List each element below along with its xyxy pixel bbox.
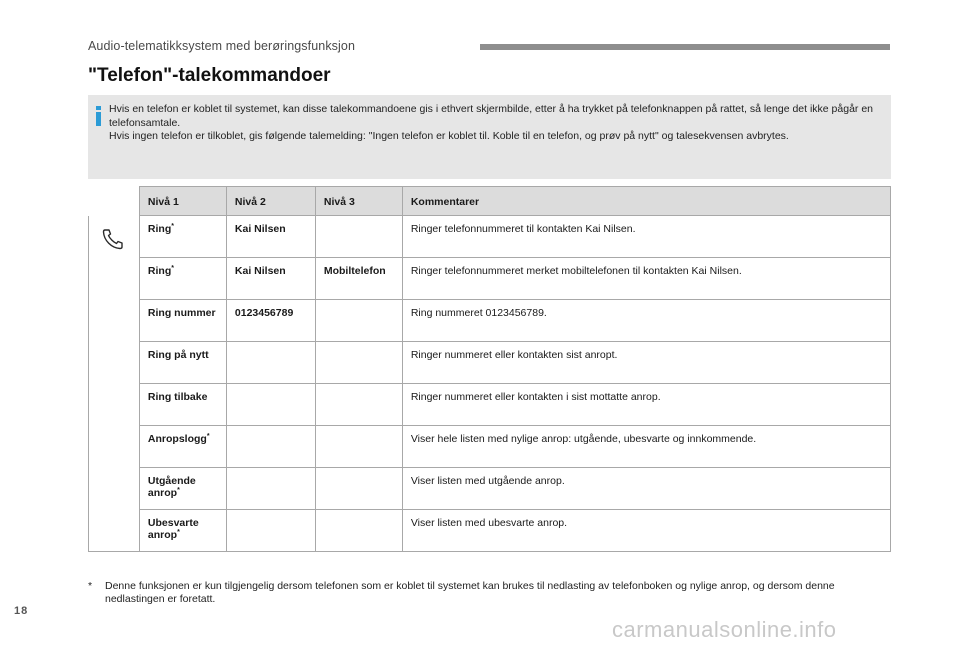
level3-cell (315, 468, 402, 510)
comment-cell: Viser hele listen med nylige anrop: utgående, ubesvarte og innkommende. (402, 426, 890, 468)
level1-cell: Ring* (139, 216, 226, 258)
level1-cell: Ring nummer (139, 300, 226, 342)
level2-cell: 0123456789 (226, 300, 315, 342)
section-header: Audio-telematikksystem med berøringsfunksjon (88, 39, 356, 53)
table-header-cell: Kommentarer (402, 187, 890, 216)
level2-cell (226, 510, 315, 552)
level3-cell (315, 510, 402, 552)
level1-cell: Ubesvarte anrop* (139, 510, 226, 552)
level2-cell (226, 342, 315, 384)
comment-cell: Ringer nummeret eller kontakten i sist mottatte anrop. (402, 384, 890, 426)
table-header-row (89, 187, 891, 216)
level1-cell: Anropslogg* (139, 426, 226, 468)
level3-cell (315, 426, 402, 468)
comment-cell: Viser listen med ubesvarte anrop. (402, 510, 890, 552)
watermark: carmanualsonline.info (612, 617, 837, 642)
table-row (89, 468, 891, 510)
table-row (89, 342, 891, 384)
comment-cell: Viser listen med utgående anrop. (402, 468, 890, 510)
info-line-2: Hvis ingen telefon er tilkoblet, gis følgende talemelding: "Ingen telefon er koblet til. Koble til en telefon, og prøv på nytt" og talesekvensen avbrytes. (109, 130, 789, 142)
page-number: 18 (14, 605, 29, 617)
table-row (89, 384, 891, 426)
icon-cell (89, 342, 140, 384)
icon-cell (89, 300, 140, 342)
table-header-cell: Nivå 3 (315, 187, 402, 216)
level3-cell: Mobiltelefon (315, 258, 402, 300)
info-icon (95, 106, 103, 126)
table-header-cell: Nivå 2 (226, 187, 315, 216)
comment-cell: Ring nummeret 0123456789. (402, 300, 890, 342)
icon-cell (89, 384, 140, 426)
level3-cell (315, 300, 402, 342)
footnote-marker: * (88, 580, 93, 592)
table-row (89, 258, 891, 300)
page-title: "Telefon"-talekommandoer (88, 65, 331, 86)
table-header-icon-cell (89, 187, 140, 216)
level2-cell (226, 384, 315, 426)
comment-cell: Ringer telefonnummeret til kontakten Kai Nilsen. (402, 216, 890, 258)
icon-cell (89, 510, 140, 552)
table-row (89, 510, 891, 552)
info-line-1: Hvis en telefon er koblet til systemet, kan disse talekommandoene gis i ethvert skjermbilde, etter å ha trykket på telefonknappen på rattet, så lenge det ikke pågår en telefonsamtale. (109, 103, 874, 129)
level2-cell (226, 426, 315, 468)
table-header-cell: Nivå 1 (139, 187, 226, 216)
level1-cell: Ring på nytt (139, 342, 226, 384)
comment-cell: Ringer nummeret eller kontakten sist anropt. (402, 342, 890, 384)
level3-cell (315, 216, 402, 258)
info-text (109, 103, 887, 144)
phone-handset-icon (102, 228, 124, 250)
table-row (89, 426, 891, 468)
icon-cell (89, 468, 140, 510)
icon-cell (89, 258, 140, 300)
voice-command-table (88, 186, 891, 552)
icon-cell (89, 426, 140, 468)
level3-cell (315, 384, 402, 426)
level3-cell (315, 342, 402, 384)
table-row (89, 216, 891, 258)
level1-cell: Ring* (139, 258, 226, 300)
footnote-text: Denne funksjonen er kun tilgjengelig dersom telefonen som er koblet til systemet kan brukes til nedlasting av telefonboken og nylige anrop, og dersom denne nedlastingen er foretatt. (105, 580, 835, 605)
comment-cell: Ringer telefonnummeret merket mobiltelefonen til kontakten Kai Nilsen. (402, 258, 890, 300)
level2-cell: Kai Nilsen (226, 258, 315, 300)
info-box (88, 95, 891, 179)
level1-cell: Ring tilbake (139, 384, 226, 426)
table-row (89, 300, 891, 342)
level2-cell (226, 468, 315, 510)
level1-cell: Utgående anrop* (139, 468, 226, 510)
level2-cell: Kai Nilsen (226, 216, 315, 258)
header-bar (480, 44, 890, 50)
